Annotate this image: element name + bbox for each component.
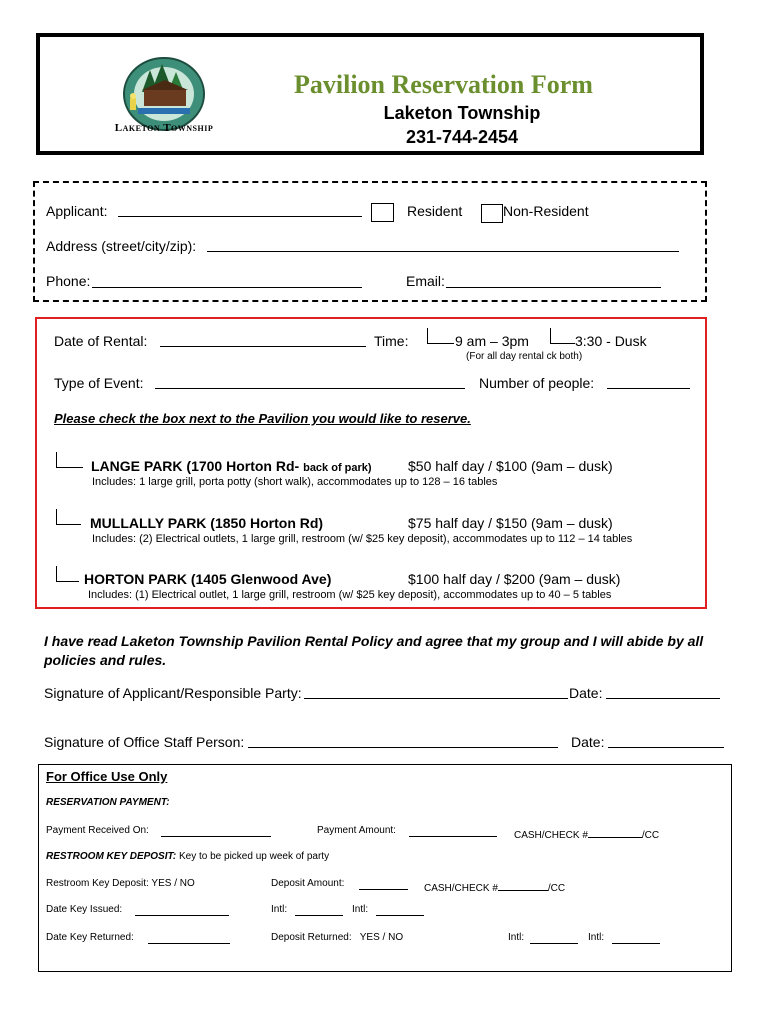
time-note: (For all day rental ck both): [466, 351, 583, 362]
deposit-amount-field[interactable]: [359, 889, 408, 890]
cash-check-2-prefix: CASH/CHECK #: [424, 883, 498, 894]
mullally-park-price: $75 half day / $150 (9am – dusk): [408, 515, 613, 531]
payment-received-field[interactable]: [161, 836, 271, 837]
lange-park-checkbox[interactable]: [56, 452, 83, 468]
cash-check-1-suffix: /CC: [641, 830, 660, 841]
date-of-rental-label: Date of Rental:: [54, 333, 148, 349]
reservation-payment-heading: RESERVATION PAYMENT:: [46, 797, 170, 808]
cash-check-1-field[interactable]: [588, 825, 642, 838]
date-key-issued-field[interactable]: [135, 915, 229, 916]
date-of-rental-field[interactable]: [160, 346, 366, 347]
sig-staff-label: Signature of Office Staff Person:: [44, 734, 245, 750]
mullally-park-name: MULLALLY PARK (1850 Horton Rd): [90, 515, 324, 531]
date-key-returned-label: Date Key Returned:: [46, 932, 134, 943]
payment-amount-label: Payment Amount:: [317, 825, 396, 836]
org-phone: 231-744-2454: [405, 127, 519, 147]
restroom-deposit-note: Key to be picked up week of party: [178, 851, 330, 862]
people-count-field[interactable]: [607, 388, 690, 389]
horton-park-checkbox[interactable]: [56, 566, 79, 582]
time-9am-checkbox[interactable]: [427, 328, 454, 344]
horton-park-includes: Includes: (1) Electrical outlet, 1 large grill, restroom (w/ $25 key deposit), accommodates up to 40 – 5 tables: [88, 589, 612, 601]
time-option-2: 3:30 - Dusk: [575, 333, 647, 349]
payment-amount-field[interactable]: [409, 836, 497, 837]
horton-park-price: $100 half day / $200 (9am – dusk): [408, 571, 621, 587]
cash-check-2: [424, 878, 565, 894]
phone-field[interactable]: [92, 287, 362, 288]
logo-text: Laketon Township: [114, 122, 214, 134]
event-type-label: Type of Event:: [54, 375, 144, 391]
email-field[interactable]: [446, 287, 661, 288]
org-name: Laketon Township: [383, 103, 541, 123]
intl-2-label: Intl:: [352, 904, 369, 915]
lange-park-name-suffix: back of park): [303, 462, 372, 474]
people-count-label: Number of people:: [479, 375, 595, 391]
cash-check-2-field[interactable]: [498, 878, 548, 891]
sig-staff-field[interactable]: [248, 747, 558, 748]
phone-label: Phone:: [46, 273, 91, 289]
sig-applicant-date-field[interactable]: [606, 698, 720, 699]
deposit-amount-label: Deposit Amount:: [271, 878, 345, 889]
sig-staff-date-label: Date:: [571, 734, 605, 750]
date-key-issued-label: Date Key Issued:: [46, 904, 123, 915]
lange-park-name: [91, 458, 372, 474]
intl-2-field[interactable]: [376, 915, 424, 916]
payment-received-label: Payment Received On:: [46, 825, 149, 836]
cash-check-1: [514, 825, 659, 841]
intl-3-label: Intl:: [508, 932, 525, 943]
restroom-deposit-heading: RESTROOM KEY DEPOSIT:: [46, 851, 177, 862]
intl-1-field[interactable]: [295, 915, 343, 916]
event-type-field[interactable]: [155, 388, 465, 389]
time-option-1: 9 am – 3pm: [455, 333, 529, 349]
sig-applicant-label: Signature of Applicant/Responsible Party:: [44, 685, 302, 701]
mullally-park-includes: Includes: (2) Electrical outlets, 1 large grill, restroom (w/ $25 key deposit), accommodates up to 112 – 14 tables: [92, 533, 633, 545]
applicant-field[interactable]: [118, 216, 362, 217]
resident-label: Resident: [407, 203, 463, 219]
sig-staff-date-field[interactable]: [608, 747, 724, 748]
time-label: Time:: [374, 333, 409, 349]
time-330-checkbox[interactable]: [550, 328, 575, 344]
email-label: Email:: [406, 273, 445, 289]
lange-park-price: $50 half day / $100 (9am – dusk): [408, 458, 613, 474]
date-key-returned-field[interactable]: [148, 943, 230, 944]
key-deposit-label: Restroom Key Deposit: YES / NO: [46, 878, 195, 889]
sig-applicant-field[interactable]: [304, 698, 568, 699]
sig-applicant-date-label: Date:: [569, 685, 603, 701]
intl-4-field[interactable]: [612, 943, 660, 944]
cash-check-2-suffix: /CC: [547, 883, 566, 894]
horton-park-name: HORTON PARK (1405 Glenwood Ave): [84, 571, 332, 587]
intl-3-field[interactable]: [530, 943, 578, 944]
mullally-park-checkbox[interactable]: [56, 509, 81, 525]
applicant-label: Applicant:: [46, 203, 108, 219]
nonresident-checkbox[interactable]: [481, 204, 503, 223]
lange-park-includes: Includes: 1 large grill, porta potty (short walk), accommodates up to 128 – 16 tables: [92, 476, 498, 488]
restroom-deposit-row: [46, 851, 329, 862]
agreement-text: I have read Laketon Township Pavilion Rental Policy and agree that my group and I will abide by all policies and rules.: [44, 633, 704, 668]
intl-4-label: Intl:: [588, 932, 605, 943]
township-logo: [104, 52, 224, 144]
resident-checkbox[interactable]: [371, 203, 394, 222]
address-label: Address (street/city/zip):: [46, 238, 197, 254]
intl-1-label: Intl:: [271, 904, 288, 915]
office-use-heading: For Office Use Only: [46, 769, 168, 784]
deposit-returned-label: Deposit Returned: YES / NO: [271, 932, 404, 943]
nonresident-label: Non-Resident: [503, 203, 589, 219]
page-title: Pavilion Reservation Form: [294, 70, 593, 99]
lange-park-name-main: LANGE PARK (1700 Horton Rd-: [91, 458, 300, 474]
pavilion-instruction: Please check the box next to the Pavilion you would like to reserve.: [54, 411, 471, 426]
cash-check-1-prefix: CASH/CHECK #: [514, 830, 588, 841]
address-field[interactable]: [207, 251, 679, 252]
